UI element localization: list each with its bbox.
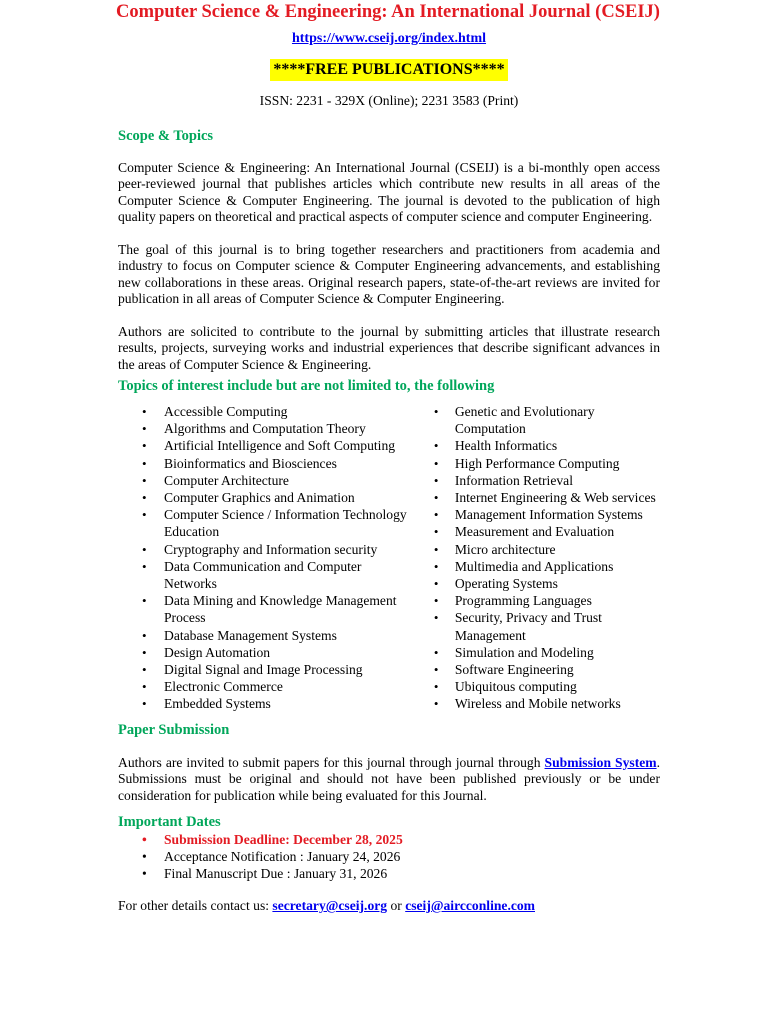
topic-item-label: Micro architecture: [454, 541, 556, 557]
bullet-icon: •: [433, 610, 439, 626]
topic-item: [412, 609, 660, 643]
topic-item-label: Internet Engineering & Web services: [454, 490, 656, 506]
topic-item: [118, 541, 412, 558]
bullet-icon: •: [433, 524, 439, 540]
topic-item: [412, 403, 660, 437]
submission-heading: Paper Submission: [118, 721, 230, 738]
topic-item-label: Multimedia and Applications: [454, 558, 614, 574]
bullet-icon: •: [433, 472, 439, 488]
free-publications-banner: ****FREE PUBLICATIONS****: [270, 59, 507, 81]
contact-line: [118, 898, 660, 915]
scope-paragraph-3: Authors are solicited to contribute to the journal by submitting articles that illustrate research results, projects, surveying works and industrial experiences that describe significant advances in the areas of Computer Science & Engineering.: [118, 323, 660, 372]
topic-item-label: Algorithms and Computation Theory: [164, 421, 366, 437]
bullet-icon: •: [142, 541, 147, 557]
topic-item-label: Electronic Commerce: [164, 679, 283, 695]
topic-item-label: Design Automation: [164, 644, 271, 660]
bullet-icon: •: [142, 490, 147, 506]
email-link-cseij[interactable]: cseij@aircconline.com: [405, 898, 535, 914]
bullet-icon: •: [142, 832, 147, 848]
topic-item: [118, 558, 412, 592]
dates-list: [118, 831, 660, 882]
bullet-icon: •: [433, 696, 439, 712]
topics-left-column: [118, 403, 412, 713]
topic-item-label: Database Management Systems: [164, 627, 337, 643]
topic-item: [412, 592, 660, 609]
topic-item-label: Measurement and Evaluation: [454, 524, 615, 540]
submission-paragraph: [118, 755, 660, 805]
topic-item: [118, 420, 412, 437]
bullet-icon: •: [433, 438, 439, 454]
bullet-icon: •: [142, 644, 147, 660]
topic-item-label: Artificial Intelligence and Soft Computing: [164, 438, 396, 454]
journal-title: Computer Science & Engineering: An International Journal (CSEIJ): [116, 2, 660, 22]
date-item: [118, 865, 660, 882]
topic-item: [412, 644, 660, 661]
free-publications-line: [118, 59, 660, 81]
submission-system-link[interactable]: Submission System: [544, 754, 657, 770]
topic-item: [118, 489, 412, 506]
bullet-icon: •: [433, 576, 439, 592]
topic-item: [118, 472, 412, 489]
date-item-label: Acceptance Notification : January 24, 2026: [164, 849, 401, 865]
bullet-icon: •: [433, 490, 439, 506]
bullet-icon: •: [142, 662, 147, 678]
bullet-icon: •: [142, 438, 147, 454]
topic-item: [412, 541, 660, 558]
bullet-icon: •: [142, 627, 147, 643]
bullet-icon: •: [142, 455, 147, 471]
topic-item: [118, 455, 412, 472]
bullet-icon: •: [142, 866, 147, 882]
topic-item-label: Digital Signal and Image Processing: [164, 662, 363, 678]
topic-item-label: Security, Privacy and Trust Management: [454, 610, 602, 643]
date-item: [118, 848, 660, 865]
topic-item-label: Embedded Systems: [164, 696, 271, 712]
bullet-icon: •: [142, 849, 147, 865]
bullet-icon: •: [433, 558, 439, 574]
topic-item: [412, 695, 660, 712]
topic-item: [118, 592, 412, 626]
topics-list: [118, 403, 660, 713]
dates-heading: Important Dates: [118, 814, 221, 831]
topic-item-label: Computer Graphics and Animation: [164, 490, 355, 506]
bullet-icon: •: [142, 472, 147, 488]
topic-item-label: Accessible Computing: [164, 404, 288, 419]
topic-item-label: Operating Systems: [454, 576, 558, 592]
date-item-label: Submission Deadline: December 28, 2025: [164, 832, 403, 848]
topic-item: [412, 558, 660, 575]
scope-heading: Scope & Topics: [118, 127, 214, 144]
scope-paragraph-2: The goal of this journal is to bring together researchers and practitioners from academia and industry to focus on Computer science & Computer Engineering advancements, and establishing new collaborations in these areas. Original research papers, state-of-the-art reviews are invited for publication in all areas of Computer Science & Computer Engineering.: [118, 241, 660, 306]
contact-or: or: [387, 898, 406, 914]
journal-url-link[interactable]: https://www.cseij.org/index.html: [291, 31, 487, 46]
flyer-page: [118, 0, 660, 915]
topic-item: [412, 506, 660, 523]
topic-item-label: Software Engineering: [454, 662, 574, 678]
topic-item: [412, 678, 660, 695]
issn-line: ISSN: 2231 - 329X (Online); 2231 3583 (Print): [259, 93, 519, 108]
bullet-icon: •: [433, 404, 439, 419]
topic-item-label: Data Communication and Computer Networks: [164, 558, 362, 592]
bullet-icon: •: [433, 662, 439, 678]
topic-item: [118, 644, 412, 661]
topic-item-label: Wireless and Mobile networks: [454, 696, 621, 712]
topics-heading: Topics of interest include but are not limited to, the following: [118, 378, 495, 394]
topic-item: [412, 661, 660, 678]
topic-item-label: Management Information Systems: [454, 507, 643, 523]
bullet-icon: •: [433, 679, 439, 695]
bullet-icon: •: [433, 644, 439, 660]
submission-text-after: . Submissions must be original and should not have been published previously or be under consideration for publication while being evaluated for this Journal.: [118, 754, 660, 803]
topic-item-label: Information Retrieval: [454, 472, 573, 488]
topic-item: [118, 661, 412, 678]
bullet-icon: •: [142, 404, 147, 419]
topic-item: [118, 627, 412, 644]
bullet-icon: •: [433, 455, 439, 471]
bullet-icon: •: [142, 696, 147, 712]
topic-item-label: High Performance Computing: [454, 455, 620, 471]
topics-right-column: [412, 403, 660, 713]
topic-item-label: Health Informatics: [454, 438, 558, 454]
contact-prefix: For other details contact us:: [118, 898, 273, 914]
topic-item-label: Bioinformatics and Biosciences: [164, 455, 337, 471]
bullet-icon: •: [142, 593, 147, 609]
bullet-icon: •: [433, 541, 439, 557]
topic-item: [118, 403, 412, 420]
bullet-icon: •: [433, 593, 439, 609]
topic-item-label: Data Mining and Knowledge Management Process: [164, 593, 397, 626]
bullet-icon: •: [142, 679, 147, 695]
bullet-icon: •: [433, 507, 439, 523]
bullet-icon: •: [142, 507, 147, 523]
topic-item: [118, 437, 412, 454]
topic-item: [118, 506, 412, 540]
scope-paragraph-1: Computer Science & Engineering: An International Journal (CSEIJ) is a bi-monthly open access peer-reviewed journal that publishes articles which contribute new results in all areas of the Computer Science & Computer Engineering. The journal is devoted to the publication of high quality papers on theoretical and practical aspects of computer science and computer Engineering.: [118, 159, 660, 224]
date-item-label: Final Manuscript Due : January 31, 2026: [164, 866, 388, 882]
topic-item-label: Simulation and Modeling: [454, 644, 594, 660]
topic-item: [118, 695, 412, 712]
topic-item-label: Ubiquitous computing: [454, 679, 577, 695]
topic-item-label: Genetic and Evolutionary Computation: [454, 404, 595, 437]
date-item: [118, 831, 660, 848]
topic-item-label: Computer Science / Information Technology Education: [164, 507, 407, 540]
url-line: [118, 30, 660, 47]
submission-text-before: Authors are invited to submit papers for this journal through journal through: [118, 754, 545, 770]
bullet-icon: •: [142, 421, 147, 437]
topic-item: [118, 678, 412, 695]
topic-item: [412, 575, 660, 592]
topic-item: [412, 523, 660, 540]
topic-item-label: Cryptography and Information security: [164, 541, 378, 557]
topic-item-label: Programming Languages: [454, 593, 592, 609]
topic-item: [412, 472, 660, 489]
topic-item: [412, 489, 660, 506]
topic-item: [412, 437, 660, 454]
email-link-secretary[interactable]: secretary@cseij.org: [272, 898, 388, 914]
topic-item-label: Computer Architecture: [164, 472, 289, 488]
topic-item: [412, 455, 660, 472]
bullet-icon: •: [142, 558, 147, 574]
